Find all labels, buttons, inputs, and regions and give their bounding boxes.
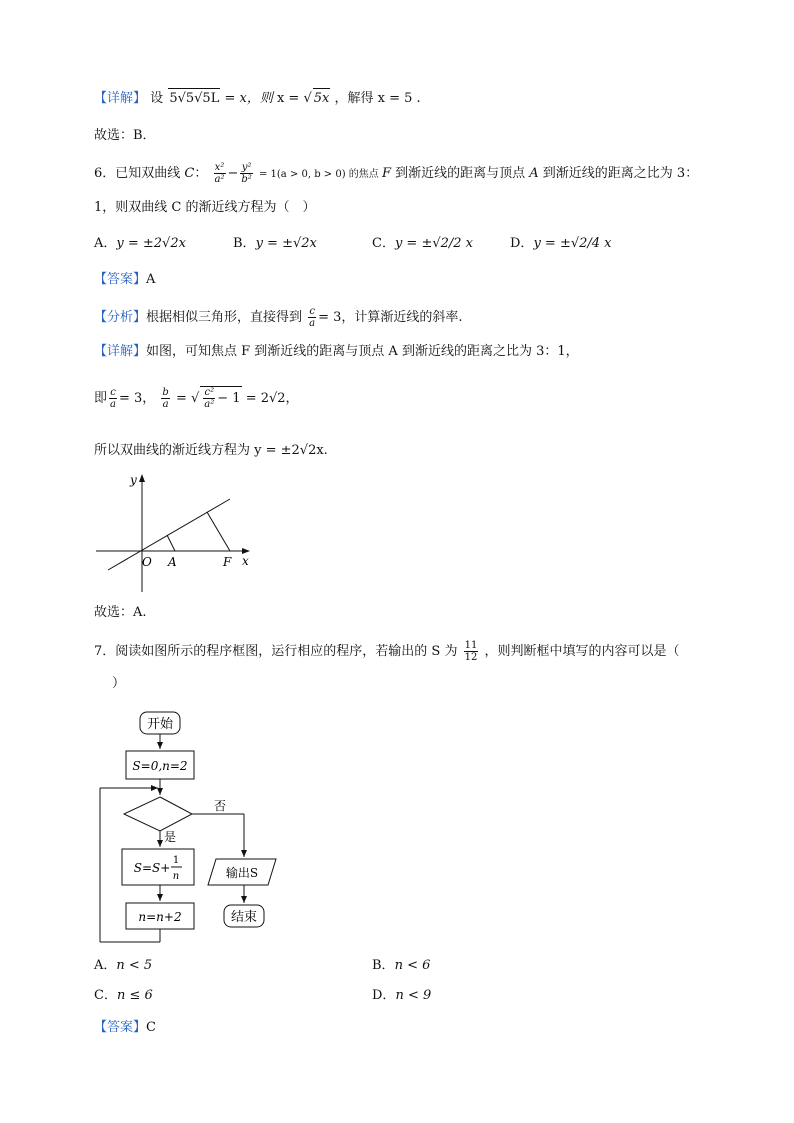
option-expr: n < 6 <box>394 958 431 973</box>
q6-conclusion: 所以双曲线的渐近线方程为 y = ±2√2x. <box>94 443 328 458</box>
q7-frac-num: 11 <box>464 640 478 651</box>
q5-solve: ，解得 x = 5 . <box>334 91 421 106</box>
ji-frac-ba: $\frac{b}{a}$ <box>162 387 169 410</box>
q6-answer <box>94 270 155 290</box>
flow-incr-text: n=n+2 <box>138 910 182 924</box>
q6-stem-line2: 1，则双曲线 C 的渐近线方程为（ ） <box>94 200 316 215</box>
q5-radicand: 5√5√5L <box>168 88 220 109</box>
option-expr: y = ±√2/4 x <box>533 236 612 251</box>
q6-option-c <box>372 234 473 254</box>
detail-tag: 【详解】 <box>94 91 147 106</box>
q7-stem-pre: 7．阅读如图所示的程序框图，运行相应的程序，若输出的 S 为 <box>94 644 458 659</box>
q7-frac-den: 12 <box>464 652 478 663</box>
answer-tag: 【答案】 <box>94 1020 147 1035</box>
q6-A: A <box>529 166 539 181</box>
q6-colon: ： <box>194 166 208 181</box>
q6-b2: b² <box>241 174 252 185</box>
perp-from-A <box>167 535 175 551</box>
ji-mid: − 1 <box>217 391 241 406</box>
option-expr: n ≤ 6 <box>116 988 153 1003</box>
option-expr: n < 5 <box>116 958 153 973</box>
label-O: O <box>142 555 152 569</box>
option-label: C． <box>372 236 395 251</box>
q7-option-b <box>372 956 430 976</box>
q7-stem-line1 <box>94 640 679 663</box>
option-label: A． <box>94 958 117 973</box>
q7-answer <box>94 1018 156 1038</box>
ji-frac-ca: $\frac{c}{a}$ <box>110 387 116 410</box>
option-label: C． <box>94 988 117 1003</box>
hyperbola-asymptote-figure <box>90 470 260 600</box>
q5-text-pre: 设 <box>150 91 164 106</box>
q6-option-a <box>94 234 186 254</box>
flow-decision <box>124 797 192 831</box>
option-label: A． <box>94 236 117 251</box>
q5-choice: 故选：B． <box>94 128 156 143</box>
q6-stem-line1: 6．已知双曲线 C： $\frac{\text{x²}}{\text{a²}}$ − $\frac{\text{y²}}{\text{b²}}$ = 1(a > 0, b > 0) 的焦点 F 到渐近线的距离与顶点 A 到渐近线的距离之比为 3： <box>94 162 699 185</box>
q7-stem-post: ，则判断框中填写的内容可以是（ <box>484 644 680 659</box>
analysis-frac: $\frac{c}{a}$ <box>309 306 316 329</box>
flow-update-den: n <box>172 871 180 882</box>
q6-choice: 故选：A. <box>94 605 147 620</box>
q6-eq-tail: = 1(a > 0, b > 0) 的焦点 <box>258 169 382 180</box>
option-label: D． <box>510 236 534 251</box>
q7-frac <box>464 640 479 663</box>
flow-init-text: S=0,n=2 <box>132 759 188 773</box>
q6-a2: a² <box>214 174 225 185</box>
q6-option-d <box>510 234 612 254</box>
label-y: y <box>130 473 137 487</box>
detail-text: 如图，可知焦点 F 到渐近线的距离与顶点 A 到渐近线的距离之比为 3：1， <box>146 344 579 359</box>
option-label: D． <box>372 988 396 1003</box>
flow-output-text: 输出S <box>225 866 259 880</box>
flow-update-num: 1 <box>172 855 180 866</box>
q5-x-eq: x = <box>276 91 304 106</box>
q7-stem-line2: ） <box>112 676 126 691</box>
program-flowchart <box>96 706 286 946</box>
ji-eq2: = 2√2， <box>245 391 299 406</box>
analysis-post: = 3，计算渐近线的斜率. <box>318 310 463 325</box>
q6-y2: y² <box>241 162 252 173</box>
q5-eq-x: = x，则 <box>224 91 273 106</box>
analysis-tag: 【分析】 <box>94 310 147 325</box>
flow-start-text: 开始 <box>146 717 174 732</box>
q7-option-a <box>94 956 152 976</box>
q6-F: F <box>381 166 391 181</box>
answer-tag: 【答案】 <box>94 272 147 287</box>
flow-yes-label: 是 <box>164 830 177 844</box>
q6-frac-y <box>240 162 252 185</box>
flow-update-text: S=S+ <box>133 861 171 875</box>
q6-detail <box>94 342 579 362</box>
answer-value: A <box>146 272 156 287</box>
ji-text: 即 <box>94 391 108 406</box>
q6-analysis <box>94 306 463 329</box>
q6-C: C <box>184 166 195 181</box>
q6-x2: x² <box>214 162 225 173</box>
flow-no-label: 否 <box>214 799 227 813</box>
perp-from-F <box>207 512 230 551</box>
q6-frac-x <box>214 162 226 185</box>
option-label: B． <box>372 958 395 973</box>
option-expr: y = ±2√2x <box>116 236 186 251</box>
analysis-pre: 根据相似三角形，直接得到 <box>146 310 303 325</box>
label-A: A <box>168 555 177 569</box>
q6-mid: 到渐近线的距离与顶点 <box>391 166 530 181</box>
q6-num: 6．已知双曲线 <box>94 166 185 181</box>
answer-value: C <box>146 1020 156 1035</box>
q5-detail-line: 【详解】 设 5√5√5L = x，则 x = √ 5x ，解得 x = 5 . <box>94 88 421 109</box>
ji-eq1: = 3， <box>118 391 156 406</box>
q6-option-b <box>233 234 317 254</box>
q7-option-d <box>372 986 431 1006</box>
q6-ji-line: 即 $\frac{c}{a}$ = 3， $\frac{b}{a}$ = √ $\frac{\text{c²}}{\text{a²}}$ − 1 = 2√2， <box>94 387 299 410</box>
label-F: F <box>223 555 232 569</box>
option-label: B． <box>233 236 256 251</box>
flow-end-text: 结束 <box>230 910 258 925</box>
label-x: x <box>242 554 249 568</box>
detail-tag: 【详解】 <box>94 344 147 359</box>
option-expr: n < 9 <box>395 988 432 1003</box>
q7-option-c <box>94 986 153 1006</box>
y-axis-arrow <box>139 474 145 482</box>
ji-frac-c2a2: $\frac{\text{c²}}{\text{a²}}$ <box>204 387 215 410</box>
q5-sqrt5x: 5x <box>313 88 331 109</box>
option-expr: y = ±√2/2 x <box>394 236 474 251</box>
option-expr: y = ±√2x <box>255 236 317 251</box>
q6-tail: 到渐近线的距离之比为 3： <box>538 166 699 181</box>
